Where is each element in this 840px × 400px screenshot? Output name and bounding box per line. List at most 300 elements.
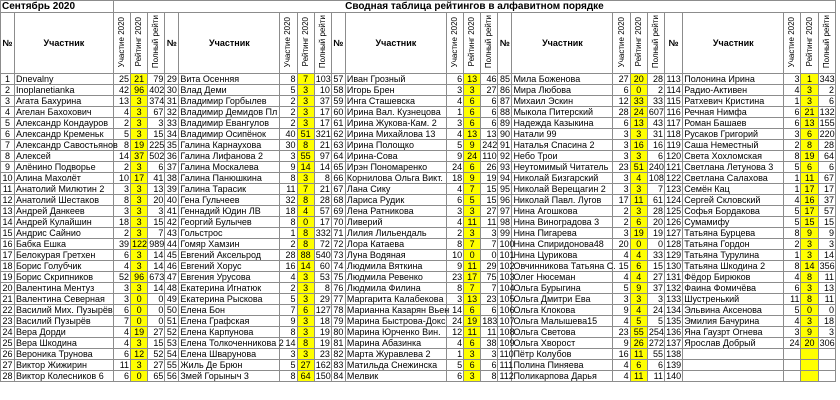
row-number: 12 xyxy=(2,195,13,205)
full-rating-value: 14 xyxy=(314,162,331,173)
row-number: 137 xyxy=(666,338,682,348)
participation-value: 4 xyxy=(613,250,630,261)
col-full-rating-header: Полный рейти xyxy=(647,13,664,74)
participant-name: Людмила Вяткина xyxy=(345,261,446,272)
participation-value: 16 xyxy=(280,261,297,272)
participant-name: Агелан Бахохович xyxy=(14,107,113,118)
table-row xyxy=(1,140,836,151)
rating-value: 4 xyxy=(630,250,647,261)
row-number: 92 xyxy=(499,151,510,161)
full-rating-value: 14 xyxy=(148,261,165,272)
participant-name: Алёнино Подворье xyxy=(14,162,113,173)
participant-name: Гена Гульчеев xyxy=(179,195,280,206)
participation-value: 3 xyxy=(113,206,130,217)
participation-value: 4 xyxy=(113,327,130,338)
full-rating-value: 8 xyxy=(314,173,331,184)
participation-value: 9 xyxy=(280,316,297,327)
participant-name: Владимир Осипёнок xyxy=(179,129,280,140)
row-number: 74 xyxy=(333,261,344,271)
row-number: 125 xyxy=(666,206,682,216)
participation-value: 3 xyxy=(613,184,630,195)
full-rating-value: 3 xyxy=(818,327,835,338)
participant-name: Елена Толкоченникова 2 xyxy=(180,338,284,348)
participation-value: 14 xyxy=(113,151,130,162)
participant-name: Сумамифу xyxy=(683,217,784,228)
participant-name: Валентина Ментуз xyxy=(14,283,113,294)
row-number: 53 xyxy=(166,338,177,348)
full-rating-value: 607 xyxy=(648,107,664,117)
rating-value: 8 xyxy=(297,228,314,239)
row-number: 17 xyxy=(2,250,13,260)
row-number: 135 xyxy=(666,316,682,326)
participation-value: 3 xyxy=(784,129,801,140)
participant-name: Галина Лифанова 2 xyxy=(179,151,280,162)
participant-name: Ольга Клокова xyxy=(512,305,613,316)
rating-value: 19 xyxy=(464,316,481,327)
full-rating-value: 6 xyxy=(481,118,498,129)
participant-name: Ольга Дмитри Ева xyxy=(512,294,613,305)
row-number: 25 xyxy=(2,338,13,348)
col-participation-header: Участие 2020 xyxy=(784,13,801,74)
full-rating-value: 27 xyxy=(148,327,165,338)
row-number: 55 xyxy=(166,360,177,370)
participant-name: Белокурая Гретхен xyxy=(14,250,113,261)
full-rating-value xyxy=(818,349,835,360)
row-number: 136 xyxy=(666,327,682,337)
full-rating-value: 28 xyxy=(314,195,331,206)
participation-value: 4 xyxy=(113,338,130,349)
rating-value: 8 xyxy=(801,294,818,305)
participation-value: 4 xyxy=(446,184,463,195)
full-rating-value: 13 xyxy=(148,184,165,195)
rating-value: 3 xyxy=(464,349,481,360)
participant-name: Dnevalny xyxy=(14,74,113,85)
row-number: 100 xyxy=(499,239,515,249)
participant-name: Нина Спиридонова48 xyxy=(512,239,613,250)
rating-value xyxy=(801,349,818,360)
row-number: 121 xyxy=(666,162,682,172)
row-number: 61 xyxy=(333,118,344,128)
full-rating-value: 242 xyxy=(482,140,498,150)
full-rating-value: 29 xyxy=(314,294,331,305)
participation-value: 27 xyxy=(613,74,630,85)
participation-value: 3 xyxy=(280,151,297,162)
row-number: 111 xyxy=(499,360,514,370)
col-name-header: Участник xyxy=(512,13,613,74)
row-number: 47 xyxy=(166,272,177,282)
row-number: 90 xyxy=(499,129,510,139)
rating-value xyxy=(801,371,818,382)
participant-name: Виктор Колесников 6 xyxy=(14,371,113,382)
row-number: 6 xyxy=(1,129,15,140)
participant-name: Яна Гаузрт Огнева xyxy=(683,327,784,338)
row-number: 83 xyxy=(333,360,344,370)
full-rating-value: 127 xyxy=(315,305,331,315)
participation-value: 12 xyxy=(613,96,630,107)
participant-name: Полина Пиняева xyxy=(512,360,613,371)
row-number: 14 xyxy=(2,217,13,227)
rating-value: 21 xyxy=(131,74,148,85)
row-number: 72 xyxy=(333,239,344,249)
rating-value: 122 xyxy=(132,239,148,249)
participant-name: Марина Абазинка xyxy=(345,338,446,349)
participant-name: Екатерина Рыскова xyxy=(179,294,280,305)
full-rating-value: 67 xyxy=(818,173,835,184)
row-number: 26 xyxy=(2,349,13,359)
row-number: 86 xyxy=(499,85,510,95)
row-number: 105 xyxy=(499,294,515,304)
full-rating-value: 97 xyxy=(314,151,331,162)
rating-value: 0 xyxy=(131,316,148,327)
rating-value: 51 xyxy=(630,162,647,173)
row-number: 48 xyxy=(166,283,177,293)
participation-value: 6 xyxy=(446,74,463,85)
row-number: 75 xyxy=(333,272,344,282)
rating-value: 3 xyxy=(131,206,148,217)
participant-name: Борис Голубчик xyxy=(14,261,113,272)
full-rating-value: 272 xyxy=(648,338,664,348)
full-rating-value: 6 xyxy=(481,107,498,118)
full-rating-value: 14 xyxy=(818,250,835,261)
rating-value: 6 xyxy=(464,338,481,349)
participant-name xyxy=(683,371,784,382)
participant-name: Радио-Активен xyxy=(683,85,784,96)
participant-name: Елена Бон xyxy=(179,305,280,316)
full-rating-value: 13 xyxy=(481,129,498,140)
participant-name: Ольга Бурыгина xyxy=(512,283,613,294)
rating-value: 21 xyxy=(801,107,818,118)
participation-value: 8 xyxy=(280,74,297,85)
participant-name: Марина Быстрова-Докс xyxy=(346,316,446,326)
participant-name: Андрис Сайнио xyxy=(14,228,113,239)
rating-value: 6 xyxy=(464,107,481,118)
participation-value: 3 xyxy=(613,129,630,140)
rating-value: 13 xyxy=(464,129,481,140)
rating-value: 19 xyxy=(630,228,647,239)
full-rating-value: 6 xyxy=(481,305,498,316)
participant-name: Ратхевич Кристина xyxy=(683,96,784,107)
participation-value: 8 xyxy=(784,228,801,239)
participation-value: 3 xyxy=(446,294,463,305)
row-number: 118 xyxy=(666,129,681,139)
rating-value: 3 xyxy=(131,338,148,349)
row-number: 139 xyxy=(666,360,682,370)
rating-value: 0 xyxy=(801,305,818,316)
participant-name: Вита Осенняя xyxy=(179,74,280,85)
rating-value: 11 xyxy=(464,327,481,338)
rating-value: 3 xyxy=(297,173,314,184)
full-rating-value: 11 xyxy=(481,327,498,338)
participation-value: 4 xyxy=(784,316,801,327)
participant-name: Нина Пигарева xyxy=(512,228,613,239)
rating-value: 37 xyxy=(131,151,148,162)
row-number: 95 xyxy=(499,184,510,194)
full-rating-value: 402 xyxy=(149,85,165,95)
participation-value: 2 xyxy=(113,162,130,173)
row-number: 128 xyxy=(666,239,682,249)
participation-value: 3 xyxy=(613,151,630,162)
full-rating-value: 11 xyxy=(481,217,498,228)
participant-name: Фёдор Бирюков xyxy=(683,272,784,283)
row-number: 104 xyxy=(499,283,515,293)
participation-value: 3 xyxy=(784,327,801,338)
rating-value: 96 xyxy=(131,85,148,96)
full-rating-value: 3 xyxy=(148,206,165,217)
full-rating-value: 6 xyxy=(647,360,664,371)
participant-name: Евгения Урусова xyxy=(179,272,280,283)
participant-name: Александр Савостьянов xyxy=(15,140,118,150)
full-rating-value: 21 xyxy=(314,140,331,151)
full-rating-value: 7 xyxy=(148,228,165,239)
full-rating-value: 14 xyxy=(148,283,165,294)
participant-name: Русаков Григорий xyxy=(683,129,784,140)
full-rating-value: 57 xyxy=(818,206,835,217)
rating-value: 27 xyxy=(297,360,314,371)
full-rating-value: 20 xyxy=(647,217,664,228)
full-rating-value: 17 xyxy=(314,107,331,118)
participation-value: 23 xyxy=(613,327,630,338)
row-number: 76 xyxy=(333,283,344,293)
table-row xyxy=(1,118,836,129)
row-number: 2 xyxy=(1,85,15,96)
participation-value: 5 xyxy=(446,140,463,151)
row-number: 23 xyxy=(2,316,13,326)
participation-value: 2 xyxy=(784,239,801,250)
col-rating-header: Рейтинг 2020 xyxy=(131,13,148,74)
participant-name: Михаил Эскин xyxy=(512,96,613,107)
participant-name: Елена Карпунова xyxy=(179,327,280,338)
row-number: 113 xyxy=(666,74,681,84)
participant-name: Вера Шкодина xyxy=(14,338,113,349)
rating-value: 6 xyxy=(464,305,481,316)
participation-value: 4 xyxy=(446,217,463,228)
participant-name: Галина Карнаухова xyxy=(179,140,280,151)
participant-name: Галина Тарасик xyxy=(179,184,280,195)
full-rating-value: 15 xyxy=(481,184,498,195)
full-rating-value: 19 xyxy=(647,228,664,239)
row-number: 117 xyxy=(666,118,681,128)
col-full-rating-header: Полный рейти xyxy=(314,13,331,74)
participant-name: Мелвик xyxy=(345,371,446,382)
col-rating-header: Рейтинг 2020 xyxy=(801,13,818,74)
full-rating-value: 108 xyxy=(648,173,664,183)
rating-value: 9 xyxy=(464,140,481,151)
rating-value: 3 xyxy=(801,283,818,294)
participant-name: Лора Катаева xyxy=(345,239,446,250)
participation-value: 28 xyxy=(280,250,297,261)
row-number: 119 xyxy=(666,140,681,150)
full-rating-value: 0 xyxy=(647,239,664,250)
row-number: 82 xyxy=(333,349,344,359)
rating-value: 19 xyxy=(131,140,148,151)
row-number: 18 xyxy=(2,261,13,271)
row-number: 109 xyxy=(499,338,515,348)
participant-name: Геннадий Юдин ЛВ xyxy=(179,206,280,217)
participant-name: Небо Трои xyxy=(512,151,613,162)
rating-value: 6 xyxy=(464,118,481,129)
table-row xyxy=(1,261,836,272)
row-number: 89 xyxy=(499,118,510,128)
rating-value: 6 xyxy=(297,305,314,316)
participation-value: 3 xyxy=(280,349,297,360)
full-rating-value: 343 xyxy=(819,74,835,84)
participant-name: Василий Пузырёв xyxy=(14,316,113,327)
full-rating-value: 37 xyxy=(314,96,331,107)
participation-value: 42 xyxy=(113,85,130,96)
participant-name: Ирина Вал. Кузнецова xyxy=(345,107,446,118)
col-no-header: № xyxy=(331,13,345,74)
rating-value: 20 xyxy=(630,74,647,85)
participation-value: 5 xyxy=(784,162,801,173)
col-full-rating-header: Полный рейти xyxy=(818,13,835,74)
full-rating-value: 6 xyxy=(481,96,498,107)
rating-value: 6 xyxy=(801,162,818,173)
row-number: 106 xyxy=(499,305,515,315)
month-label: Сентябрь 2020 xyxy=(1,1,114,13)
participant-name: Корнилова Ольга Викт. xyxy=(345,173,446,184)
col-rating-header: Рейтинг 2020 xyxy=(464,13,481,74)
participation-value: 11 xyxy=(280,184,297,195)
full-rating-value: 21 xyxy=(314,184,331,195)
participant-name: Лана Сику xyxy=(345,184,446,195)
participation-value: 9 xyxy=(446,261,463,272)
participation-value: 40 xyxy=(280,129,297,140)
rating-value: 11 xyxy=(630,371,647,382)
participation-value: 3 xyxy=(113,283,130,294)
participation-value: 2 xyxy=(446,228,463,239)
row-number: 60 xyxy=(333,107,344,117)
full-rating-value: 43 xyxy=(647,118,664,129)
rating-value: 8 xyxy=(297,140,314,151)
rating-value: 3 xyxy=(131,228,148,239)
row-number: 114 xyxy=(666,85,681,95)
participant-name: Саша Неместный xyxy=(683,140,784,151)
participant-name: Борис Скрипников xyxy=(14,272,113,283)
participant-name: Екатерина Игнатюк xyxy=(179,283,280,294)
full-rating-value: 9 xyxy=(818,228,835,239)
full-rating-value: 162 xyxy=(315,360,331,370)
full-rating-value: 15 xyxy=(818,217,835,228)
participant-name: Евгений Хорус xyxy=(179,261,280,272)
row-number: 49 xyxy=(166,294,177,304)
row-number: 58 xyxy=(333,85,344,95)
participation-value: 5 xyxy=(280,294,297,305)
row-number: 132 xyxy=(666,283,682,293)
participation-value: 20 xyxy=(613,239,630,250)
rating-value: 4 xyxy=(630,305,647,316)
row-number: 102 xyxy=(499,261,515,271)
participant-name: Галина Москалева xyxy=(179,162,280,173)
participation-value: 7 xyxy=(113,316,130,327)
rating-value: 3 xyxy=(297,118,314,129)
participation-value: 1 xyxy=(784,250,801,261)
participant-name: Гольстрос xyxy=(179,228,280,239)
rating-value: 3 xyxy=(131,162,148,173)
participant-name: Мира Любова xyxy=(512,85,613,96)
table-row xyxy=(1,74,836,85)
rating-value: 3 xyxy=(630,151,647,162)
full-rating-value: 6 xyxy=(481,360,498,371)
full-rating-value: 6 xyxy=(148,162,165,173)
participation-value: 30 xyxy=(280,140,297,151)
full-rating-value: 52 xyxy=(148,349,165,360)
participation-value: 8 xyxy=(280,173,297,184)
row-number: 11 xyxy=(1,184,15,195)
row-number: 129 xyxy=(666,250,682,260)
rating-value: 3 xyxy=(297,85,314,96)
rating-value: 7 xyxy=(464,239,481,250)
rating-value: 3 xyxy=(630,206,647,217)
participation-value: 4 xyxy=(784,85,801,96)
rating-value: 0 xyxy=(464,250,481,261)
rating-value: 8 xyxy=(297,239,314,250)
participant-name: Маргарита Калабекова xyxy=(345,294,446,305)
participant-name: Марта Журавлева 2 xyxy=(345,349,446,360)
full-rating-value: 8 xyxy=(314,283,331,294)
participant-name: Натали 99 xyxy=(512,129,613,140)
participant-name: Евгений Аксельрод xyxy=(179,250,280,261)
rating-value xyxy=(801,360,818,371)
full-rating-value: 673 xyxy=(149,272,165,282)
rating-value: 6 xyxy=(630,360,647,371)
full-rating-value: 65 xyxy=(148,371,165,382)
participation-value: 8 xyxy=(446,239,463,250)
full-rating-value: 67 xyxy=(148,107,165,118)
rating-value: 0 xyxy=(297,217,314,228)
col-name-header: Участник xyxy=(14,13,113,74)
participation-value: 8 xyxy=(113,140,130,151)
participation-value: 11 xyxy=(113,360,130,371)
row-number: 124 xyxy=(666,195,682,205)
table-row xyxy=(1,316,836,327)
participant-name: Вероника Трунова xyxy=(14,349,113,360)
participant-name: Андрей Кулайшин xyxy=(14,217,113,228)
row-number: 68 xyxy=(333,195,344,205)
participation-value: 10 xyxy=(446,250,463,261)
participation-value: 6 xyxy=(113,349,130,360)
participant-name: Инга Сташевска xyxy=(345,96,446,107)
row-number: 41 xyxy=(166,206,177,216)
participant-name: Елена Графская xyxy=(179,316,280,327)
participation-value: 12 xyxy=(446,327,463,338)
table-row xyxy=(1,129,836,140)
rating-value: 20 xyxy=(801,338,818,349)
rating-value: 4 xyxy=(630,173,647,184)
row-number: 32 xyxy=(166,107,177,117)
participation-value: 3 xyxy=(613,140,630,151)
row-number: 78 xyxy=(333,305,344,315)
full-rating-value: 60 xyxy=(314,261,331,272)
rating-value: 64 xyxy=(297,371,314,382)
row-number: 138 xyxy=(666,349,682,359)
participation-value: 2 xyxy=(784,140,801,151)
participation-value: 6 xyxy=(784,107,801,118)
col-no-header: № xyxy=(665,13,683,74)
row-number: 46 xyxy=(166,261,177,271)
rating-value: 19 xyxy=(131,327,148,338)
col-rating-header: Рейтинг 2020 xyxy=(297,13,314,74)
col-full-rating-header: Полный рейти xyxy=(148,13,165,74)
participation-value: 6 xyxy=(613,85,630,96)
row-number: 28 xyxy=(2,371,13,381)
full-rating-value: 6 xyxy=(818,162,835,173)
participation-value: 2 xyxy=(280,96,297,107)
table-row xyxy=(1,206,836,217)
rating-value: 3 xyxy=(297,294,314,305)
row-number: 27 xyxy=(2,360,13,370)
row-number: 22 xyxy=(2,305,13,315)
row-number: 3 xyxy=(1,96,15,107)
